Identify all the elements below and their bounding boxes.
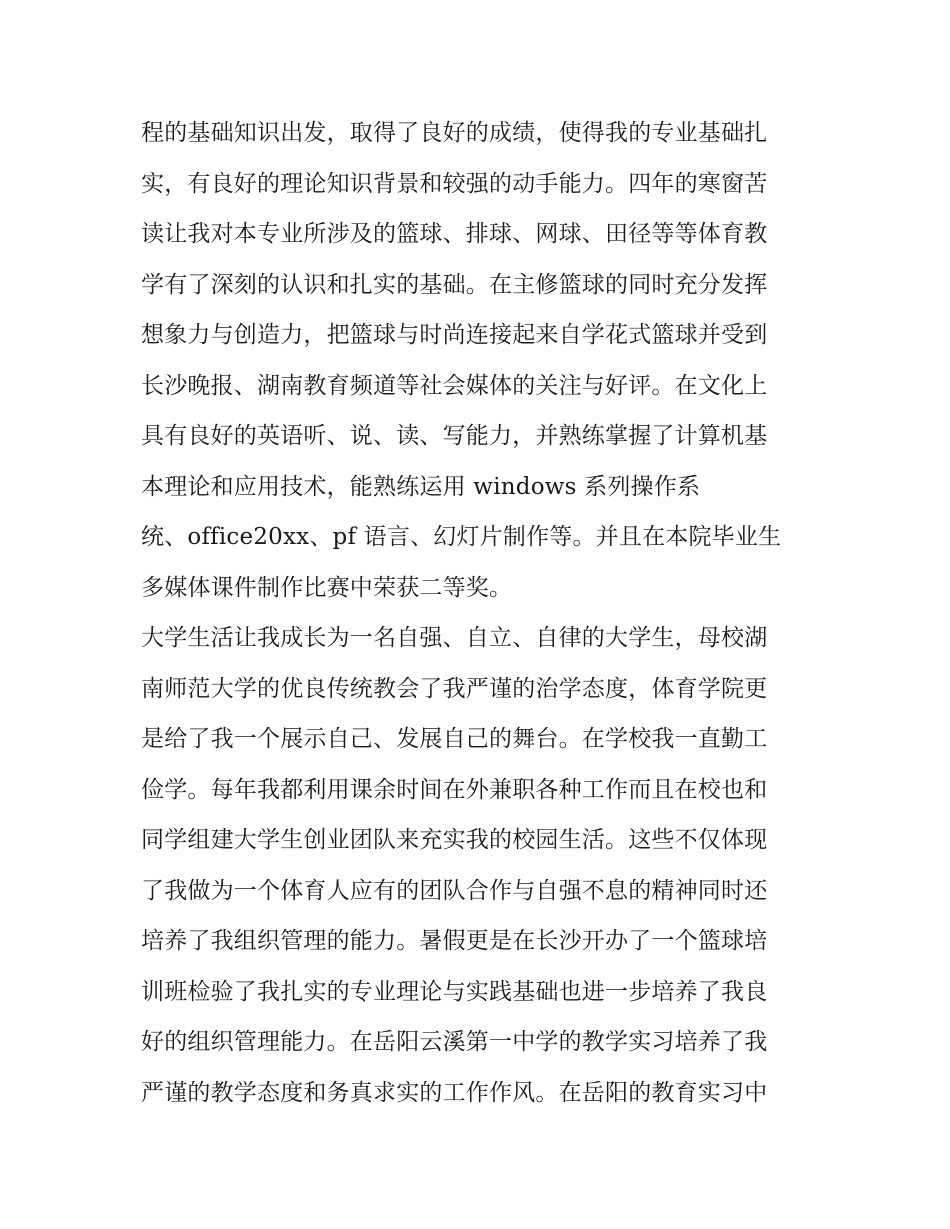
text-line: 严谨的教学态度和务真求实的工作作风。在岳阳的教育实习中 <box>141 1079 768 1106</box>
text-line: 统、office20xx、pf 语言、幻灯片制作等。并且在本院毕业生 <box>141 524 782 550</box>
document-body <box>141 108 821 1118</box>
text-line: 培养了我组织管理的能力。暑假更是在长沙开办了一个篮球培 <box>141 928 768 954</box>
text-line: 大学生活让我成长为一名自强、自立、自律的大学生，母校湖 <box>141 625 768 651</box>
text-line: 想象力与创造力，把篮球与时尚连接起来自学花式篮球并受到 <box>141 322 768 348</box>
text-line: 了我做为一个体育人应有的团队合作与自强不息的精神同时还 <box>141 877 768 904</box>
text-line: 南师范大学的优良传统教会了我严谨的治学态度，体育学院更 <box>141 675 768 702</box>
text-line: 训班检验了我扎实的专业理论与实践基础也进一步培养了我良 <box>141 978 768 1005</box>
text-line: 多媒体课件制作比赛中荣获二等奖。 <box>141 574 513 601</box>
text-line: 读让我对本专业所涉及的篮球、排球、网球、田径等等体育教 <box>141 221 768 247</box>
text-line: 好的组织管理能力。在岳阳云溪第一中学的教学实习培养了我 <box>141 1029 768 1055</box>
text-line: 同学组建大学生创业团队来充实我的校园生活。这些不仅体现 <box>141 827 768 853</box>
text-line: 程的基础知识出发，取得了良好的成绩，使得我的专业基础扎 <box>141 120 768 146</box>
text-line: 本理论和应用技术，能熟练运用 windows 系列操作系 <box>141 473 701 500</box>
text-line: 是给了我一个展示自己、发展自己的舞台。在学校我一直勤工 <box>141 726 768 752</box>
text-line: 长沙晚报、湖南教育频道等社会媒体的关注与好评。在文化上 <box>141 372 768 399</box>
text-line: 具有良好的英语听、说、读、写能力，并熟练掌握了计算机基 <box>141 423 768 449</box>
text-line: 学有了深刻的认识和扎实的基础。在主修篮球的同时充分发挥 <box>141 271 768 298</box>
text-line: 实，有良好的理论知识背景和较强的动手能力。四年的寒窗苦 <box>141 170 768 197</box>
text-line: 俭学。每年我都利用课余时间在外兼职各种工作而且在校也和 <box>141 776 768 803</box>
